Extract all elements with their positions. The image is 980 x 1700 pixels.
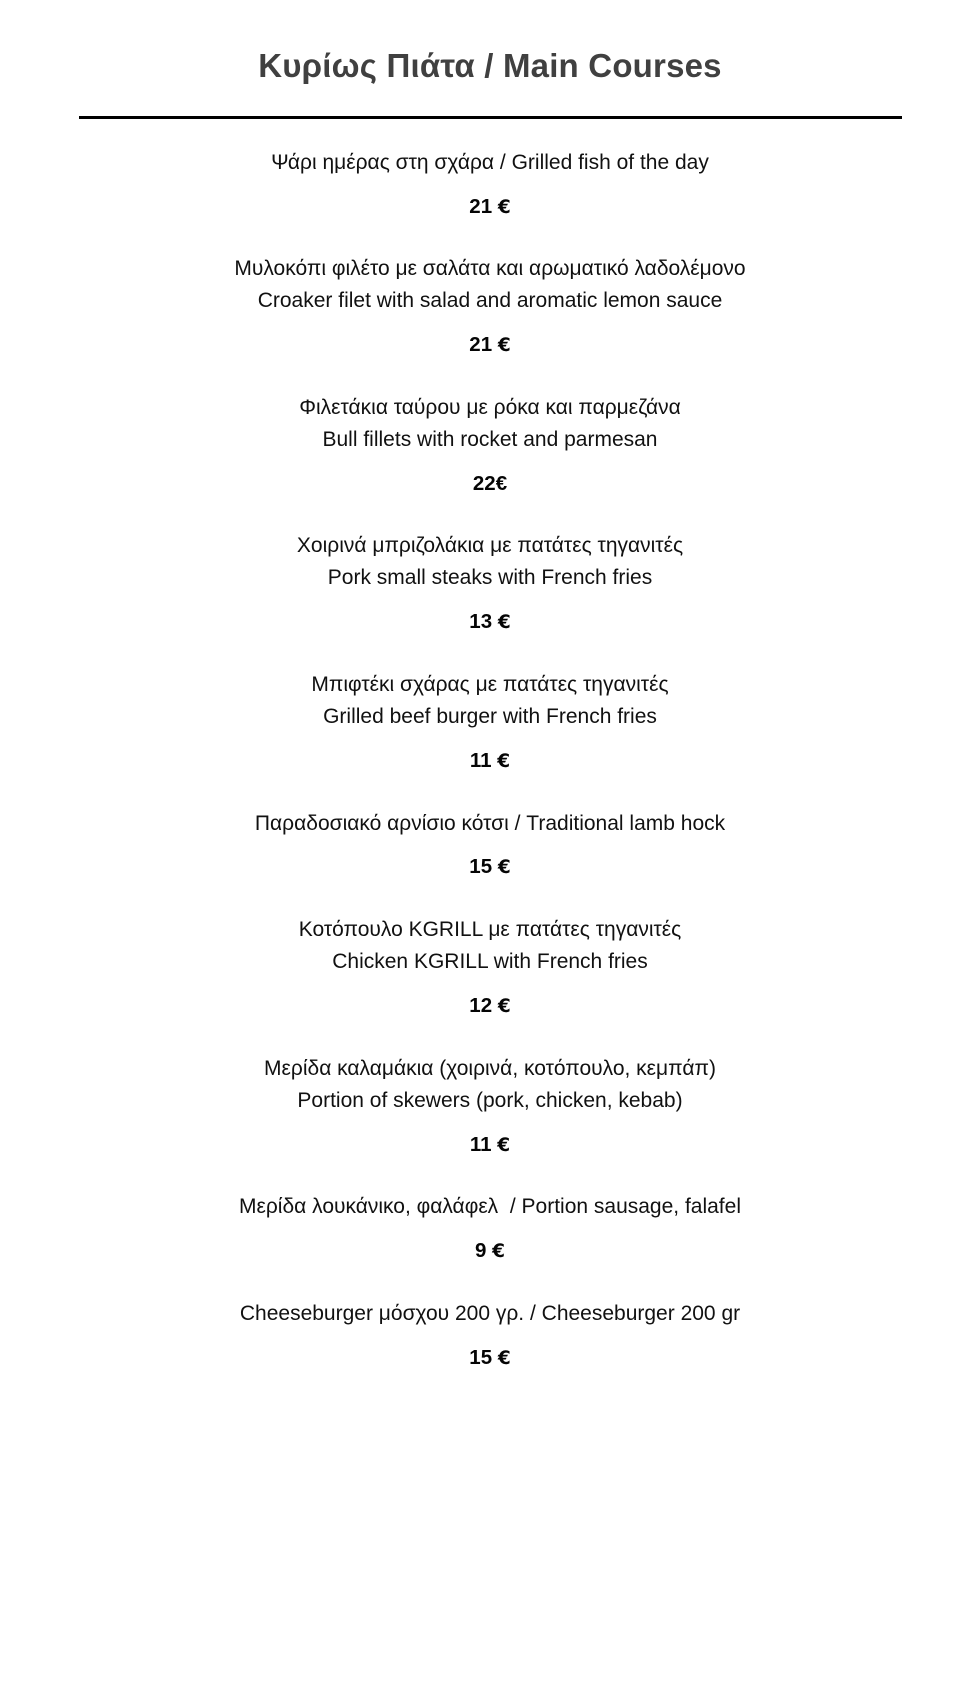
- menu-item-name: [50, 253, 930, 317]
- menu-item-name: [50, 669, 930, 733]
- menu-item-name: [50, 808, 930, 840]
- menu-item-name-primary: Μυλοκόπι φιλέτο με σαλάτα και αρωματικό λαδολέμονο: [234, 257, 746, 281]
- menu-item: [50, 392, 930, 500]
- menu-item-price: [50, 192, 930, 223]
- price-amount: 11: [469, 748, 492, 772]
- menu-item: [50, 1191, 930, 1267]
- price-amount: 21: [469, 194, 493, 218]
- menu-item-price: [50, 330, 930, 361]
- price-currency-symbol: €: [497, 1347, 511, 1369]
- price-currency-symbol: €: [497, 196, 511, 218]
- price-amount: 22: [472, 471, 496, 495]
- menu-item-name-secondary: Portion of skewers (pork, chicken, kebab): [297, 1088, 683, 1112]
- menu-item-price: [50, 1130, 930, 1161]
- price-amount: 15: [469, 855, 493, 879]
- menu-item-name-secondary: Chicken KGRILL with French fries: [332, 950, 648, 974]
- price-amount: 11: [469, 1132, 492, 1156]
- menu-item-name-primary: Μερίδα λουκάνικο, φαλάφελ / Portion sausage, falafel: [239, 1195, 741, 1219]
- price-currency-symbol: €: [495, 471, 508, 495]
- menu-item-name-primary: Κοτόπουλο KGRILL με πατάτες τηγανιτές: [298, 918, 682, 942]
- menu-item-name-primary: Μερίδα καλαμάκια (χοιρινά, κοτόπουλο, κεμπάπ): [264, 1056, 716, 1080]
- menu-header: [0, 0, 980, 119]
- menu-item: [50, 530, 930, 638]
- menu-item-price: [50, 1236, 930, 1267]
- menu-item: [50, 253, 930, 361]
- menu-item-name: [50, 530, 930, 594]
- price-currency-symbol: €: [497, 995, 511, 1017]
- price-currency-symbol: €: [497, 335, 511, 357]
- menu-item-name-primary: Μπιφτέκι σχάρας με πατάτες τηγανιτές: [311, 672, 669, 696]
- menu-item-name: [50, 1298, 930, 1330]
- price-amount: 12: [469, 993, 493, 1017]
- menu-item-name-secondary: Bull fillets with rocket and parmesan: [322, 427, 658, 451]
- price-currency-symbol: €: [497, 1134, 511, 1156]
- price-currency-symbol: €: [497, 857, 511, 879]
- menu-item-price: [50, 469, 930, 500]
- menu-item: [50, 808, 930, 884]
- menu-item: [50, 1053, 930, 1161]
- menu-item-name-primary: Παραδοσιακό αρνίσιο κότσι / Traditional lamb hock: [254, 811, 726, 835]
- menu-item: [50, 1298, 930, 1374]
- price-amount: 15: [469, 1345, 493, 1369]
- menu-item-name: [50, 1191, 930, 1223]
- menu-item-list: [50, 119, 930, 1405]
- menu-item: [50, 147, 930, 223]
- price-currency-symbol: €: [492, 1241, 505, 1263]
- page-title: Κυρίως Πιάτα / Main Courses: [258, 47, 722, 84]
- menu-item: [50, 914, 930, 1022]
- menu-item-name: [50, 1053, 930, 1117]
- menu-item-price: [50, 746, 930, 777]
- price-amount: 13: [469, 610, 493, 634]
- price-currency-symbol: €: [497, 750, 511, 772]
- price-amount: 9: [475, 1239, 487, 1263]
- menu-item-name-primary: Ψάρι ημέρας στη σχάρα / Grilled fish of the day: [271, 150, 709, 174]
- menu-item-name-primary: Φιλετάκια ταύρου με ρόκα και παρμεζάνα: [299, 395, 681, 419]
- menu-item-price: [50, 991, 930, 1022]
- menu-item-name-secondary: Croaker filet with salad and aromatic lemon sauce: [257, 289, 723, 313]
- menu-item-price: [50, 1343, 930, 1374]
- menu-item-name: [50, 147, 930, 179]
- menu-item-name-secondary: Pork small steaks with French fries: [327, 566, 653, 590]
- menu-item-name: [50, 392, 930, 456]
- price-amount: 21: [469, 333, 493, 357]
- menu-item-name: [50, 914, 930, 978]
- menu-item-price: [50, 852, 930, 883]
- menu-item-name-secondary: Grilled beef burger with French fries: [323, 704, 657, 728]
- menu-item-name-primary: Cheeseburger μόσχου 200 γρ. / Cheeseburger 200 gr: [239, 1301, 741, 1325]
- menu-item-name-primary: Χοιρινά μπριζολάκια με πατάτες τηγανιτές: [296, 534, 684, 558]
- price-currency-symbol: €: [497, 612, 511, 634]
- menu-item: [50, 669, 930, 777]
- menu-item-price: [50, 607, 930, 638]
